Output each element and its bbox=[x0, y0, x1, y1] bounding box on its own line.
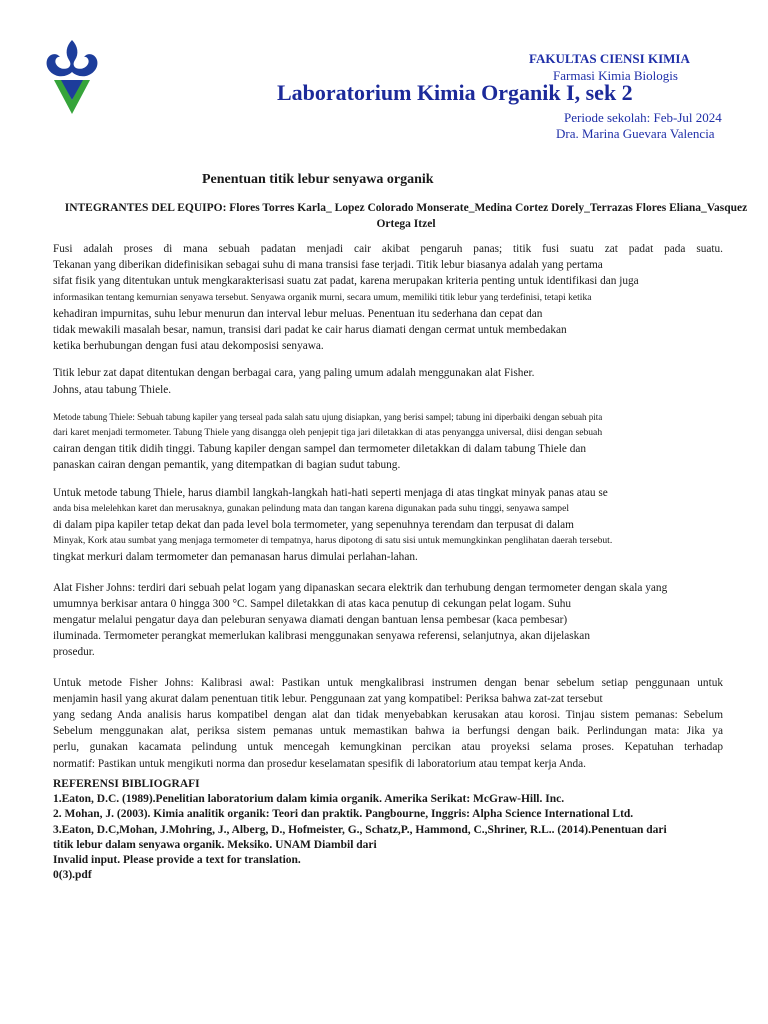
text-line: menjamin hasil yang akurat dalam penentuan titik lebur. Penggunaan zat yang kompatibel: Periksa bahwa zat-zat tersebut bbox=[53, 692, 603, 705]
text-line: Alat Fisher Johns: terdiri dari sebuah pelat logam yang dipanaskan secara elektrik dan terhubung dengan termometer dengan skala yang bbox=[53, 581, 668, 594]
faculty-name: FAKULTAS CIENSI KIMIA bbox=[529, 51, 690, 66]
school-period: Periode sekolah: Feb-Jul 2024 bbox=[564, 110, 722, 125]
text-line: normatif: Pastikan untuk mengikuti norma dan prosedur keselamatan spesifik di laboratorium atau tempat kerja Anda. bbox=[53, 757, 587, 770]
reference-line: 0(3).pdf bbox=[53, 869, 92, 882]
text-line: Untuk metode tabung Thiele, harus diambil langkah-langkah hati-hati seperti menjaga di atas tingkat minyak panas atau se bbox=[53, 486, 608, 499]
team-members bbox=[52, 200, 760, 232]
text-line: kehadiran impurnitas, suhu lebur menurun dan interval lebur meluas. Penentuan itu sederhana dan cepat dan bbox=[53, 307, 543, 320]
text-line: mengatur melalui pengatur daya dan peleburan senyawa diamati dengan bantuan lensa pembesar (kaca pembesar) bbox=[53, 614, 568, 627]
text-line: di dalam pipa kapiler tetap dekat dan pada level bola termometer, yang sepenuhnya terendam dan terpusat di dalam bbox=[53, 519, 574, 532]
reference-line: 3.Eaton, D.C,Mohan, J.Mohring, J., Alberg, D., Hofmeister, G., Schatz,P., Hammond, C.,Shriner, R.L.. (2014).Penentuan dari bbox=[53, 823, 667, 836]
references bbox=[53, 777, 733, 883]
text-line: sifat fisik yang ditentukan untuk mengkarakterisasi suatu zat padat, karena merupakan kriteria penting untuk identifikasi dan juga bbox=[53, 275, 639, 288]
team-line: INTEGRANTES DEL EQUIPO: Flores Torres Karla_ Lopez Colorado Monserate_Medina Cortez Dorely_Terrazas Flores Eliana_Vasquez bbox=[64, 202, 748, 214]
reference-line: 2. Mohan, J. (2003). Kimia analitik organik: Teori dan praktik. Pangbourne, Inggris: Alpha Science International Ltd. bbox=[53, 808, 634, 821]
text-line: Sebelum menggunakan alat, periksa sistem pemanas untuk memastikan bahwa ia berfungsi dengan baik. Perlindungan mata: Jika ya bbox=[53, 725, 723, 738]
program-name: Farmasi Kimia Biologis bbox=[553, 68, 678, 83]
reference-line: titik lebur dalam senyawa organik. Meksiko. UNAM Diambil dari bbox=[53, 838, 377, 851]
text-line: Tekanan yang diberikan didefinisikan sebagai suhu di mana transisi fase terjadi. Titik lebur biasanya adalah yang pertama bbox=[53, 259, 603, 272]
team-line: Ortega Itzel bbox=[376, 218, 436, 230]
paragraph-fisher-johns bbox=[53, 580, 723, 661]
paragraph-thiele-method bbox=[53, 409, 723, 474]
text-line: anda bisa melelehkan karet dan merusaknya, gunakan pelindung mata dan tangan karena digunakan pada suhu tinggi, senyawa sampel bbox=[53, 502, 570, 514]
text-line: tingkat merkuri dalam termometer dan pemanasan harus dimulai perlahan-lahan. bbox=[53, 551, 418, 564]
reference-line: Invalid input. Please provide a text for translation. bbox=[53, 854, 301, 867]
text-line: Metode tabung Thiele: Sebuah tabung kapiler yang terseal pada salah satu ujung disiapkan, yang berisi sampel; tabung ini diperbaiki dengan sebuah pita bbox=[53, 411, 603, 422]
text-line: iluminada. Termometer perangkat memerlukan kalibrasi menggunakan senyawa referensi, selanjutnya, akan dijelaskan bbox=[53, 630, 590, 643]
text-line: Titik lebur zat dapat ditentukan dengan berbagai cara, yang paling umum adalah menggunakan alat Fisher. bbox=[53, 367, 535, 380]
references-heading: REFERENSI BIBLIOGRAFI bbox=[53, 778, 200, 790]
text-line: dari karet menjadi termometer. Tabung Thiele yang disangga oleh penjepit tiga jari diletakkan di atas penyangga universal, diisi dengan sebuah bbox=[53, 427, 603, 439]
document-title: Penentuan titik lebur senyawa organik bbox=[202, 172, 434, 187]
university-logo bbox=[44, 38, 100, 118]
text-line: Minyak, Kork atau sumbat yang menjaga termometer di tempatnya, harus dipotong di satu sisi untuk memungkinkan penglihatan daerah tersebut. bbox=[53, 535, 613, 547]
text-line: panaskan cairan dengan pemantik, yang ditempatkan di bagian sudut tabung. bbox=[53, 459, 401, 472]
text-line: prosedur. bbox=[53, 646, 95, 659]
teacher-name: Dra. Marina Guevara Valencia bbox=[556, 126, 715, 141]
text-line: umumnya berkisar antara 0 hingga 300 °C. Sampel diletakkan di atas kaca penutup di cekungan pelat logam. Suhu bbox=[53, 597, 572, 610]
text-line: ketika berhubungan dengan fusi atau dekomposisi senyawa. bbox=[53, 340, 324, 353]
document-body bbox=[53, 241, 723, 783]
text-line: Untuk metode Fisher Johns: Kalibrasi awal: Pastikan untuk mengkalibrasi instrumen dengan benar sebelum setiap penggunaan untuk bbox=[53, 676, 723, 689]
paragraph-methods bbox=[53, 365, 723, 397]
text-line: perlu, gunakan kacamata pelindung untuk mencegah kemungkinan percikan atau proyeksi selama proses. Kepatuhan terhadap bbox=[53, 741, 723, 754]
text-line: informasikan tentang kemurnian senyawa tersebut. Senyawa organik murni, secara umum, memiliki titik lebur yang terdefinisi, tetapi ketika bbox=[53, 291, 592, 303]
text-line: cairan dengan titik didih tinggi. Tabung kapiler dengan sampel dan termometer diletakkan di dalam tabung Thiele dan bbox=[53, 443, 587, 456]
paragraph-fisher-johns-precautions bbox=[53, 675, 723, 772]
text-line: Fusi adalah proses di mana sebuah padatan menjadi cair akibat pengaruh panas; titik fusi suatu zat padat pada suatu. bbox=[53, 243, 723, 255]
paragraph-thiele-precautions bbox=[53, 485, 723, 566]
text-line: Johns, atau tabung Thiele. bbox=[53, 383, 172, 396]
reference-line: 1.Eaton, D.C. (1989).Penelitian laboratorium dalam kimia organik. Amerika Serikat: McGraw-Hill. Inc. bbox=[53, 793, 565, 806]
lab-title: Laboratorium Kimia Organik I, sek 2 bbox=[277, 80, 633, 105]
text-line: tidak mewakili masalah besar, namun, transisi dari padat ke cair harus diamati dengan cermat untuk membedakan bbox=[53, 324, 567, 337]
text-line: yang sedang Anda analisis harus kompatibel dengan alat dan tidak menyebabkan kerusakan atau korosi. Tinjau sistem pemanas: Sebelum bbox=[53, 709, 723, 722]
paragraph-intro bbox=[53, 241, 723, 354]
